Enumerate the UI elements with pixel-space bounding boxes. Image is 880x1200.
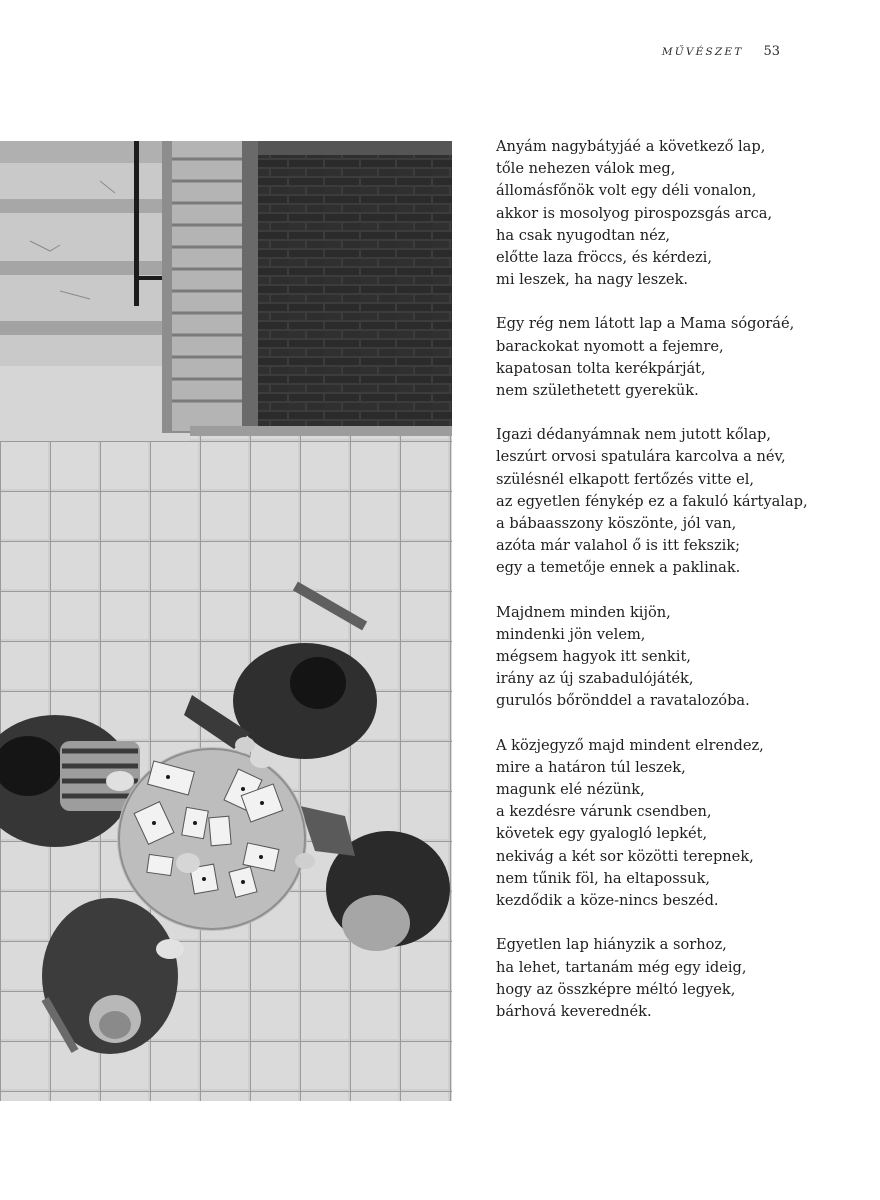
poem-line: azóta már valahol ő is itt fekszik; — [496, 537, 741, 555]
poem-line: állomásfőnök volt egy déli vonalon, — [496, 182, 757, 200]
poem-line: bárhová keverednék. — [496, 1002, 652, 1020]
stanza-5 — [496, 735, 866, 913]
poem-line: barackokat nyomott a fejemre, — [496, 337, 724, 355]
stanza-4 — [496, 602, 866, 713]
poem-line: tőle nehezen válok meg, — [496, 160, 676, 178]
poem-line: gurulós bőrönddel a ravatalozóba. — [496, 692, 750, 710]
poem-line: mi leszek, ha nagy leszek. — [496, 271, 689, 289]
poem-line: Egyetlen lap hiányzik a sorhoz, — [496, 936, 727, 954]
poem-line: Egy rég nem látott lap a Mama sógoráé, — [496, 315, 795, 333]
poem-line: leszúrt orvosi spatulára karcolva a név, — [496, 448, 786, 466]
poem-line: ha lehet, tartanám még egy ideig, — [496, 958, 747, 976]
card-players-illustration — [0, 141, 452, 1101]
poem-line: Igazi dédanyámnak nem jutott kőlap, — [496, 426, 772, 444]
page-number: 53 — [763, 44, 780, 59]
poem-line: A közjegyző majd mindent elrendez, — [496, 736, 764, 754]
poem-line: egy a temetője ennek a paklinak. — [496, 559, 741, 577]
section-title: MŰVÉSZET — [661, 46, 744, 58]
poem-line: akkor is mosolyog pirospozsgás arca, — [496, 204, 773, 222]
poem-line: kapatosan tolta kerékpárját, — [496, 359, 706, 377]
poem-line: előtte laza fröccs, és kérdezi, — [496, 249, 712, 267]
poem-line: mégsem hagyok itt senkit, — [496, 648, 691, 666]
poem-line: mire a határon túl leszek, — [496, 758, 686, 776]
poem-line: nem tűnik föl, ha eltapossuk, — [496, 869, 711, 887]
poem-line: az egyetlen fénykép ez a fakuló kártyalap, — [496, 492, 808, 510]
stanza-1 — [496, 136, 866, 291]
running-header — [662, 44, 780, 59]
stanza-2 — [496, 313, 866, 402]
poem-line: a bábaasszony köszönte, jól van, — [496, 515, 737, 533]
poem-line: magunk elé nézünk, — [496, 781, 645, 799]
poem-line: követek egy gyalogló lepkét, — [496, 825, 708, 843]
poem — [496, 136, 866, 1045]
poem-line: szülésnél elkapott fertőzés vitte el, — [496, 470, 755, 488]
poem-line: mindenki jön velem, — [496, 625, 646, 643]
poem-line: irány az új szabadulójáték, — [496, 670, 694, 688]
poem-line: nekivág a két sor közötti terepnek, — [496, 847, 754, 865]
poem-line: ha csak nyugodtan néz, — [496, 226, 671, 244]
poem-line: nem születhetett gyerekük. — [496, 382, 699, 400]
stanza-6 — [496, 934, 866, 1023]
card-players-photo — [0, 141, 452, 1101]
poem-line: a kezdésre várunk csendben, — [496, 803, 712, 821]
stanza-3 — [496, 424, 866, 579]
poem-line: Anyám nagybátyjáé a következő lap, — [496, 138, 766, 155]
poem-line: Majdnem minden kijön, — [496, 603, 671, 621]
poem-line: kezdődik a köze-nincs beszéd. — [496, 892, 719, 910]
poem-line: hogy az összképre méltó legyek, — [496, 980, 736, 998]
